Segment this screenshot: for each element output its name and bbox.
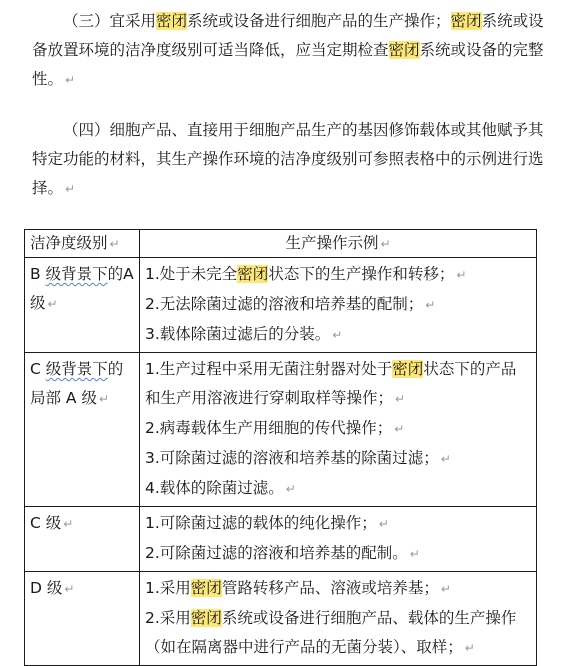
table-row-c-local-a: [25, 353, 537, 507]
cell-mark: ↵: [47, 297, 58, 311]
paragraph-mark: ↵: [395, 392, 406, 406]
examples-cell-c-local-a: [140, 353, 537, 507]
spellcheck-underline: 级背景下: [45, 265, 108, 283]
para1-text-c: 系统或设备进行细胞产品的生产操作；: [187, 12, 451, 30]
list-item: 2.可除菌过滤的溶液和培养基的配制。 ↵: [145, 544, 420, 562]
table-row-d: [25, 572, 537, 666]
list-item: 2.采用密闭系统或设备进行细胞产品、载体的生产操作（如在隔离器中进行产品的无菌分装）、取样； ↵: [145, 609, 517, 656]
cell-mark: ↵: [63, 517, 74, 531]
table-row-b: [25, 258, 537, 353]
paragraph-mark: ↵: [285, 482, 296, 496]
paragraph-mark: ↵: [464, 641, 475, 655]
examples-cell-c: [140, 507, 537, 572]
highlight-closed: 密闭: [388, 41, 420, 59]
list-item: 2.无法除菌过滤的溶液和培养基的配制； ↵: [145, 295, 436, 313]
level-cell-b: B 级背景下的A级 ↵: [25, 258, 140, 353]
examples-cell-d: [140, 572, 537, 666]
paragraph-mark: ↵: [332, 328, 343, 342]
cell-mark: ↵: [98, 392, 110, 406]
list-item: 1.采用密闭管路转移产品、溶液或培养基； ↵: [145, 579, 451, 597]
paragraph-mark: ↵: [394, 422, 405, 436]
para1-text-a: （三）宜采用: [63, 12, 157, 30]
paragraph-mark: ↵: [440, 452, 451, 466]
para1-text-e: 系统或设备放置环境的洁净度级别可适当降低，应当定期检查: [32, 12, 544, 59]
highlight-closed: 密闭: [156, 12, 188, 30]
paragraph-cleanliness-selection: [32, 112, 544, 204]
highlight-closed: 密闭: [450, 12, 482, 30]
cell-mark: ↵: [64, 582, 75, 596]
cleanliness-table: [24, 229, 537, 666]
level-cell-d: D 级 ↵: [25, 572, 140, 666]
highlight-closed: 密闭: [190, 609, 222, 627]
table-header-row: [25, 230, 537, 258]
table-row-c: [25, 507, 537, 572]
level-cell-c-local-a: C 级背景下的局部 A 级 ↵: [25, 353, 140, 507]
spellcheck-underline: 级背景下: [45, 360, 108, 378]
list-item: 3.可除菌过滤的溶液和培养基的除菌过滤； ↵: [145, 449, 451, 467]
paragraph-mark: ↵: [409, 547, 420, 561]
paragraph-mark: ↵: [425, 298, 436, 312]
paragraph-mark: ↵: [456, 268, 467, 282]
examples-cell-b: [140, 258, 537, 353]
list-item: 1.处于未完全密闭状态下的生产操作和转移； ↵: [145, 265, 467, 283]
paragraph-mark: ↵: [440, 582, 451, 596]
para1-text-g: 系统或设备的完整性。: [32, 41, 544, 88]
list-item: 4.载体的除菌过滤。 ↵: [145, 479, 296, 497]
level-cell-c: C 级 ↵: [25, 507, 140, 572]
list-item: 3.载体除菌过滤后的分装。 ↵: [145, 325, 343, 343]
highlight-closed: 密闭: [190, 579, 222, 597]
highlight-closed: 密闭: [237, 265, 269, 283]
highlight-closed: 密闭: [392, 360, 424, 378]
paragraph-mark: ↵: [378, 517, 389, 531]
cell-mark: ↵: [380, 237, 391, 251]
list-item: 2.病毒载体生产用细胞的传代操作； ↵: [145, 419, 405, 437]
paragraph-mark: ↵: [65, 73, 76, 87]
cell-mark: ↵: [109, 237, 120, 251]
paragraph-mark: ↵: [65, 182, 76, 196]
list-item: 1.可除菌过滤的载体的纯化操作； ↵: [145, 514, 389, 532]
header-operation-examples: 生产操作示例 ↵: [140, 230, 537, 258]
para2-text: （四）细胞产品、直接用于细胞产品生产的基因修饰载体或其他赋予其特定功能的材料，其生产操作环境的洁净度级别可参照表格中的示例进行选择。: [32, 121, 544, 197]
paragraph-closed-systems: [32, 0, 544, 95]
header-cleanliness-level: 洁净度级别 ↵: [25, 230, 140, 258]
list-item: 1.生产过程中采用无菌注射器对处于密闭状态下的产品和生产用溶液进行穿刺取样等操作； ↵: [145, 360, 517, 407]
